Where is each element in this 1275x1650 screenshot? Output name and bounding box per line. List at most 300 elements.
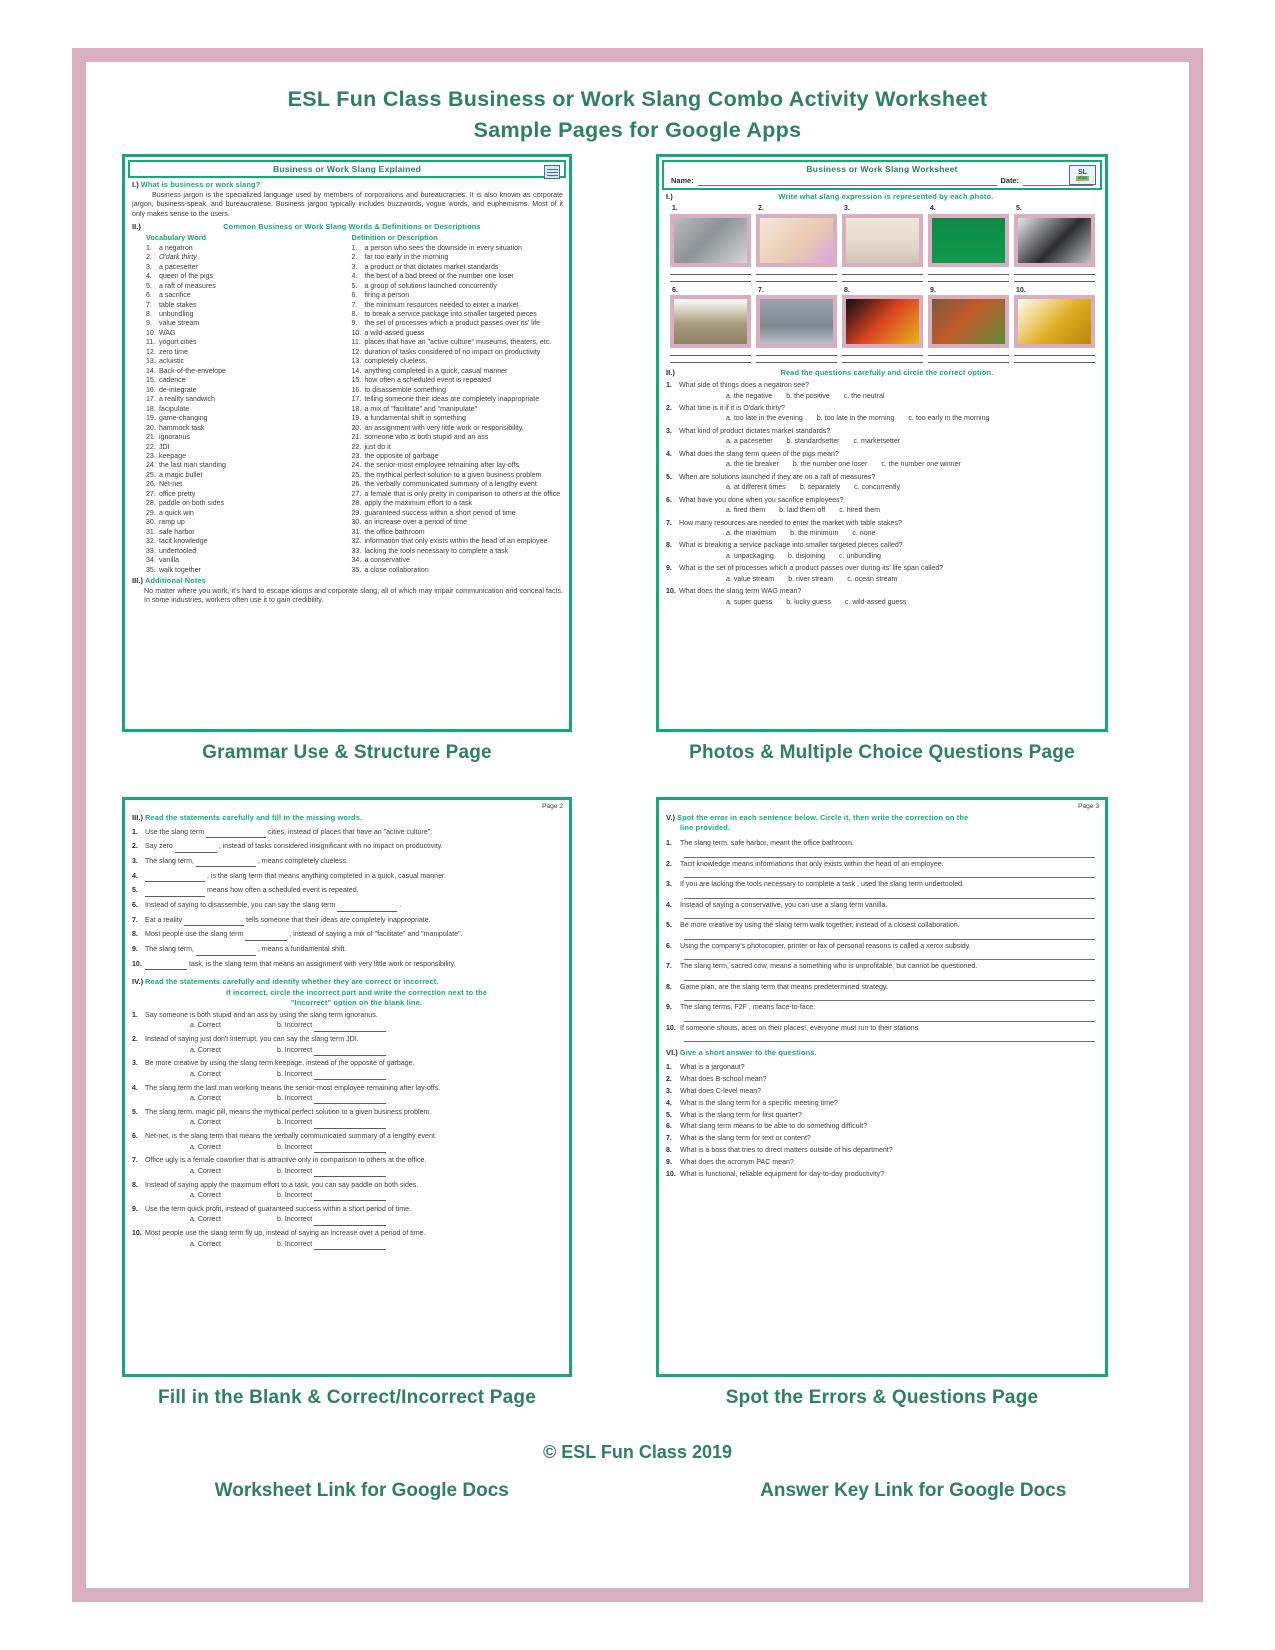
definition-text: places that have an "active culture" museums, theaters, etc. (362, 339, 552, 347)
definition-item (352, 329, 564, 338)
short-answer-item (666, 1146, 1099, 1155)
blank-input[interactable] (196, 945, 256, 956)
photo-answer-blank[interactable] (928, 268, 1009, 282)
option-correct[interactable]: a. Correct (190, 1192, 221, 1200)
definition-item (352, 547, 564, 556)
photo-answer-lines-row-1[interactable] (666, 267, 1099, 284)
statement-suffix: cities, instead of places that have an "active culture". (266, 828, 433, 836)
question-number: 8. (132, 931, 138, 939)
definition-text: an increase over a period of time (362, 519, 468, 527)
question-number: 9. (132, 1205, 138, 1213)
statement-text: The slang term, magic pill, means the mythical perfect solution to a given business problem. (145, 1108, 432, 1116)
option-incorrect[interactable]: b. Incorrect (276, 1022, 315, 1030)
answer-option[interactable]: b. the minimum (790, 529, 839, 537)
blank-input[interactable] (145, 886, 205, 897)
sheet-spot-errors-questions[interactable] (656, 797, 1108, 1377)
answer-option[interactable]: c. too early in the morning (908, 415, 990, 423)
correction-line[interactable] (684, 1013, 1095, 1022)
option-correct[interactable]: a. Correct (190, 1167, 221, 1175)
correct-incorrect-options (132, 1167, 563, 1177)
statement-row (132, 1011, 563, 1021)
definition-item (352, 367, 564, 376)
error-sentence-text: Instead of saying a conservative, you can use a slang term vanilla. (680, 901, 888, 909)
question-row (666, 381, 1099, 390)
vocabulary-word-number: 4. (146, 273, 152, 281)
answer-option[interactable]: b. river stream (788, 575, 834, 583)
answer-option[interactable]: c. the number one winner (881, 461, 961, 469)
vocabulary-word-number: 14. (146, 367, 156, 375)
option-correct[interactable]: a. Correct (190, 1095, 221, 1103)
definition-text: an assignment with very little work or responsibility. (362, 424, 524, 432)
correction-input[interactable] (314, 1167, 386, 1177)
statement-text: Use the term quick profit, instead of guaranteed success within a short period of time. (145, 1205, 411, 1213)
answer-option[interactable]: b. too late in the morning (816, 415, 895, 423)
vocabulary-word-item (146, 405, 348, 414)
footer-links (86, 1480, 1189, 1502)
option-incorrect[interactable]: b. Incorrect (276, 1167, 315, 1175)
statement-row (132, 1132, 563, 1142)
definition-number: 9. (351, 320, 358, 328)
definition-number: 25. (351, 471, 362, 479)
vocabulary-word-number: 35. (146, 566, 156, 574)
option-incorrect[interactable]: b. Incorrect (276, 1143, 315, 1151)
correction-input[interactable] (314, 1118, 386, 1128)
vocabulary-word-text: walk together (157, 566, 201, 574)
multiple-choice-item (666, 404, 1099, 424)
photo-answer-blank[interactable] (842, 268, 923, 282)
multiple-choice-item (666, 564, 1099, 584)
answer-line[interactable] (756, 356, 837, 363)
correction-line[interactable] (684, 972, 1095, 981)
correction-input[interactable] (314, 1094, 386, 1104)
option-correct[interactable]: a. Correct (190, 1143, 221, 1151)
answer-line[interactable] (756, 275, 837, 282)
answer-key-link[interactable]: Answer Key Link for Google Docs (760, 1480, 1067, 1501)
vocabulary-word-text: zero time (157, 348, 188, 356)
answer-line[interactable] (1014, 268, 1095, 275)
answer-line[interactable] (1014, 356, 1095, 363)
question-number: 3. (132, 1060, 138, 1068)
statement-suffix: task, is the slang term that means an assignment with very little work or responsibility. (187, 960, 456, 968)
correction-line[interactable] (684, 890, 1095, 899)
fill-in-blank-item (132, 857, 563, 868)
definition-text: the senior-most employee remaining after lay-offs (362, 462, 520, 470)
answer-option[interactable]: b. disjoining (787, 552, 826, 560)
vocabulary-word-text: de-integrate (157, 386, 197, 394)
option-incorrect[interactable]: b. Incorrect (276, 1192, 315, 1200)
vocabulary-word-text: table stakes (157, 301, 197, 309)
correction-input[interactable] (314, 1070, 386, 1080)
correction-line[interactable] (684, 992, 1095, 1001)
photo-answer-lines-row-2[interactable] (666, 348, 1099, 365)
definition-text: the opposite of garbage (362, 453, 439, 461)
vocabulary-word-item (146, 547, 348, 556)
vocabulary-word-text: value stream (157, 320, 200, 328)
statement-text (145, 857, 348, 868)
definition-text: completely clueless. (362, 358, 428, 366)
correction-line[interactable] (684, 849, 1095, 858)
answer-option[interactable]: b. the positive (786, 392, 830, 400)
question-number: 3. (666, 881, 672, 889)
option-correct[interactable]: a. Correct (190, 1240, 221, 1248)
sheet3-section4-heading-l3: "Incorrect" option on the blank line. (290, 997, 423, 1007)
vocabulary-word-text: JDI (157, 443, 170, 451)
multiple-choice-item (666, 381, 1099, 401)
answer-option[interactable]: a. a pacesetter (726, 438, 773, 446)
sheet2-title: Business or Work Slang Worksheet (806, 164, 958, 174)
answer-option[interactable]: a. fired them (726, 507, 766, 515)
photo-answer-blank[interactable] (928, 349, 1009, 363)
answer-option[interactable]: b. laid them off (779, 507, 826, 515)
statement-row (132, 1181, 563, 1191)
definition-number: 18. (351, 405, 362, 413)
photo-number: 4. (930, 205, 936, 213)
correct-incorrect-list (132, 1011, 563, 1250)
answer-option[interactable]: a. unpackaging (726, 552, 774, 560)
ear-and-easter-egg-photo (756, 214, 837, 267)
vocabulary-word-number: 32. (146, 538, 156, 546)
logo-initials: SL (1078, 169, 1087, 177)
photo-answer-blank[interactable] (670, 268, 751, 282)
error-sentence-row (666, 983, 1099, 993)
answer-line[interactable] (670, 349, 751, 356)
question-text: What kind of product dictates market standards? (679, 428, 831, 436)
question-text: What is the set of processes which a product passes over during its' life span called? (679, 565, 944, 573)
answer-line[interactable] (928, 275, 1009, 282)
definition-number: 24. (351, 462, 362, 470)
statement-text: Net-net, is the slang term that means the verbally communicated summary of a lengthy event. (145, 1133, 437, 1141)
definition-text: guaranteed success within a short period of time (362, 509, 516, 517)
multiple-choice-item (666, 541, 1099, 561)
statement-row (132, 1059, 563, 1069)
photo-answer-blank[interactable] (670, 349, 751, 363)
definition-number: 2. (351, 254, 358, 262)
correct-incorrect-item (132, 1156, 563, 1177)
answer-option[interactable]: c. ocean stream (847, 575, 898, 583)
vocabulary-word-list (146, 244, 348, 575)
photo-grid-row-1 (666, 202, 1099, 266)
photo-cell (1014, 286, 1095, 348)
question-number: 3. (666, 428, 672, 436)
statement-text (145, 945, 346, 956)
answer-option[interactable]: c. the neutral (843, 392, 885, 400)
correction-line[interactable] (684, 910, 1095, 919)
answer-line[interactable] (928, 349, 1009, 356)
answer-option[interactable]: a. at different times (726, 484, 786, 492)
multiple-choice-item (666, 450, 1099, 470)
definition-text: the best of a bad breed or the number one loser (362, 273, 514, 281)
short-answer-item (666, 1122, 1099, 1131)
option-correct[interactable]: a. Correct (190, 1119, 221, 1127)
definition-item (352, 471, 564, 480)
photo-cell (756, 204, 837, 266)
answer-option[interactable]: c. unbundling (839, 552, 881, 560)
vocabulary-word-number: 27. (146, 490, 156, 498)
answer-option[interactable]: a. super guess (726, 598, 773, 606)
blank-input[interactable] (145, 872, 205, 883)
multiple-choice-item (666, 519, 1099, 539)
sheet1-section1-label: I.) (132, 180, 139, 190)
answer-line[interactable] (670, 275, 751, 282)
statement-suffix: , means completely clueless. (255, 857, 348, 865)
vocabulary-column-header: Vocabulary Word (146, 232, 207, 242)
question-number: 4. (666, 450, 672, 458)
question-row (666, 427, 1099, 436)
sheet-photos-multiple-choice[interactable] (656, 154, 1108, 732)
sheet3-section3-label: III.) (132, 813, 143, 822)
definition-number: 12. (351, 348, 362, 356)
statement-suffix: , instead of tasks considered insignificant with no impact on productivity. (216, 843, 443, 851)
vocabulary-word-item (146, 282, 348, 291)
definition-number: 4. (351, 273, 358, 281)
definition-item (352, 461, 564, 470)
option-correct[interactable]: a. Correct (190, 1046, 221, 1054)
fill-in-blank-item (132, 872, 563, 883)
question-number: 7. (666, 1135, 672, 1143)
correction-line[interactable] (684, 1033, 1095, 1042)
option-correct[interactable]: a. Correct (190, 1216, 221, 1224)
correction-input[interactable] (314, 1143, 386, 1153)
answer-line[interactable] (756, 268, 837, 275)
correction-input[interactable] (314, 1021, 386, 1031)
answer-option[interactable]: c. hired them (839, 507, 881, 515)
esl-fun-class-logo-icon (1069, 165, 1096, 185)
answer-option[interactable]: a. the maximum (726, 529, 777, 537)
worksheet-link[interactable]: Worksheet Link for Google Docs (214, 1480, 509, 1501)
question-number: 10. (666, 1024, 676, 1032)
vocabulary-word-number: 15. (146, 377, 156, 385)
ice-climbing-axe-photo (670, 214, 751, 267)
answer-line[interactable] (842, 268, 923, 275)
vocabulary-word-text: facipulate (157, 405, 190, 413)
sheet1-section3-heading: Additional Notes (144, 576, 207, 586)
answer-line[interactable] (842, 356, 923, 363)
answer-line[interactable] (842, 275, 923, 282)
caption-photos-page: Photos & Multiple Choice Questions Page (689, 742, 1075, 763)
vocabulary-word-number: 1. (146, 244, 152, 252)
caption-spot-errors-page: Spot the Errors & Questions Page (725, 1387, 1039, 1408)
answer-options (666, 460, 1099, 469)
vocabulary-word-item (146, 329, 348, 338)
vocabulary-word-text: safe harbor (157, 528, 195, 536)
question-number: 3. (132, 857, 138, 865)
vocabulary-word-number: 5. (146, 282, 152, 290)
correction-input[interactable] (314, 1240, 386, 1250)
question-number: 2. (666, 405, 672, 413)
definition-item (352, 566, 564, 575)
photo-answer-blank[interactable] (1014, 268, 1095, 282)
definition-number: 30. (351, 519, 362, 527)
question-number: 6. (132, 1133, 138, 1141)
vocabulary-word-number: 17. (146, 396, 156, 404)
definition-number: 31. (351, 528, 362, 536)
answer-option[interactable]: c. marketsetter (853, 438, 901, 446)
definition-text: information that only exists within the head of an employee (362, 538, 548, 546)
sandwich-photo (928, 295, 1009, 348)
answer-option[interactable]: a. value stream (726, 575, 775, 583)
spot-error-item (666, 1003, 1099, 1022)
vocabulary-word-item (146, 357, 348, 366)
definition-number: 3. (351, 263, 358, 271)
blank-input[interactable] (145, 960, 187, 971)
question-number: 8. (666, 1147, 672, 1155)
short-answer-text: What does the acronym PAC mean? (680, 1159, 794, 1167)
answer-option[interactable]: c. concurrently (854, 484, 900, 492)
fill-in-blank-item (132, 960, 563, 971)
blank-input[interactable] (245, 930, 287, 941)
fill-in-blank-item (132, 901, 563, 912)
answer-line[interactable] (1014, 349, 1095, 356)
photo-number: 6. (672, 286, 678, 294)
answer-option[interactable]: b. standardsetter (786, 438, 840, 446)
answer-option[interactable]: a. the tie breaker (726, 461, 779, 469)
red-painting-on-wall-photo (842, 214, 923, 267)
vocabulary-word-text: a raft of measures (157, 282, 216, 290)
photo-answer-blank[interactable] (842, 349, 923, 363)
vocabulary-word-number: 24. (146, 462, 156, 470)
correction-input[interactable] (314, 1215, 386, 1225)
photo-answer-blank[interactable] (756, 268, 837, 282)
option-correct[interactable]: a. Correct (190, 1022, 221, 1030)
question-number: 4. (666, 1099, 672, 1107)
vocabulary-word-item (146, 414, 348, 423)
definition-item (352, 556, 564, 565)
question-number: 8. (132, 1181, 138, 1189)
error-sentence-row (666, 839, 1099, 849)
name-input-line[interactable] (698, 178, 997, 186)
fill-in-blank-list (132, 828, 563, 971)
question-number: 7. (132, 916, 138, 924)
option-incorrect[interactable]: b. Incorrect (276, 1070, 315, 1078)
definition-item (352, 301, 564, 310)
vocabulary-word-item (146, 518, 348, 527)
definition-text: a product or that dictates market standards (362, 263, 499, 271)
definition-item (352, 253, 564, 262)
photo-answer-blank[interactable] (756, 349, 837, 363)
spot-error-item (666, 942, 1099, 961)
question-row (666, 587, 1099, 596)
question-text: How many resources are needed to enter the market with table stakes? (679, 519, 902, 527)
correction-input[interactable] (314, 1191, 386, 1201)
option-correct[interactable]: a. Correct (190, 1070, 221, 1078)
vocabulary-word-item (146, 244, 348, 253)
answer-line[interactable] (756, 349, 837, 356)
answer-option[interactable]: b. separately (799, 484, 841, 492)
option-incorrect[interactable]: b. Incorrect (276, 1216, 315, 1224)
answer-option[interactable]: a. too late in the evening (726, 415, 803, 423)
definition-item (352, 480, 564, 489)
definition-item (352, 499, 564, 508)
vocabulary-word-number: 6. (146, 292, 152, 300)
correction-line[interactable] (684, 869, 1095, 878)
question-number: 3. (666, 1087, 672, 1095)
correct-incorrect-options (132, 1215, 563, 1225)
sheet-grammar-use-structure[interactable] (122, 154, 572, 732)
answer-options (666, 575, 1099, 584)
definition-column (348, 233, 564, 575)
vocabulary-word-number: 21. (146, 434, 156, 442)
blank-input[interactable] (184, 916, 244, 927)
question-number: 8. (666, 542, 672, 550)
multiple-choice-item (666, 427, 1099, 447)
vocabulary-word-text: a pacesetter (157, 263, 198, 271)
definition-item (352, 405, 564, 414)
name-date-row[interactable] (668, 176, 1096, 186)
blank-input[interactable] (206, 828, 266, 839)
definition-column-header: Definition or Description (351, 232, 438, 242)
vocabulary-word-item (146, 253, 348, 262)
answer-option[interactable]: c. wild-assed guess (844, 598, 907, 606)
photo-answer-blank[interactable] (1014, 349, 1095, 363)
vocabulary-word-item (146, 376, 348, 385)
answer-option[interactable]: a. the negative (726, 392, 773, 400)
answer-line[interactable] (842, 349, 923, 356)
correct-incorrect-item (132, 1108, 563, 1129)
blank-input[interactable] (337, 901, 397, 912)
sheet2-section1-label: I.) (666, 192, 673, 202)
answer-line[interactable] (928, 268, 1009, 275)
sheet-fill-blank-correct-incorrect[interactable] (122, 797, 572, 1377)
blank-input[interactable] (175, 842, 217, 853)
question-number: 5. (666, 1111, 672, 1119)
statement-text: Say someone is both stupid and an ass by using the slang term ignoranus. (145, 1011, 378, 1019)
option-incorrect[interactable]: b. Incorrect (276, 1046, 315, 1054)
answer-line[interactable] (1014, 275, 1095, 282)
vocabulary-word-item (146, 452, 348, 461)
option-incorrect[interactable]: b. Incorrect (276, 1095, 315, 1103)
vocabulary-word-text: keepage (157, 453, 186, 461)
vocabulary-word-item (146, 367, 348, 376)
correction-line[interactable] (684, 931, 1095, 940)
question-number: 7. (132, 1157, 138, 1165)
sheet1-section1-paragraph: Business jargon is the specialized language used by members of corporations and bureaucracies. It is also known as corporate jargon, business-speak, and bureaucratese. Business jargon typically includes buzzwords, vogue words, and euphemisms. Most of it only makes sense to the users. (132, 190, 563, 219)
vocabulary-word-item (146, 499, 348, 508)
vocabulary-word-number: 7. (146, 301, 152, 309)
spot-error-item (666, 901, 1099, 920)
definition-text: the set of processes which a product passes over its' life (362, 320, 541, 328)
vocabulary-word-item (146, 386, 348, 395)
question-number: 10. (132, 960, 142, 968)
short-answer-text: What is functional, reliable equipment for day-to-day productivity? (680, 1171, 885, 1179)
definition-number: 11. (351, 339, 361, 347)
answer-line[interactable] (670, 356, 751, 363)
definition-text: apply the maximum effort to a task (362, 500, 473, 508)
vocabulary-word-item (146, 310, 348, 319)
vocabulary-word-item (146, 348, 348, 357)
answer-option[interactable]: b. lucky guess (786, 598, 831, 606)
option-incorrect[interactable]: b. Incorrect (276, 1119, 315, 1127)
vocabulary-word-text: Back-of-the-envelope (157, 367, 226, 375)
vocabulary-word-number: 29. (146, 509, 156, 517)
photo-cell (756, 286, 837, 348)
blank-input[interactable] (196, 857, 256, 868)
sheet1-header-band (128, 160, 566, 178)
correct-incorrect-options (132, 1240, 563, 1250)
correct-incorrect-item (132, 1059, 563, 1080)
correction-line[interactable] (684, 951, 1095, 960)
answer-option[interactable]: c. none (852, 529, 876, 537)
answer-line[interactable] (928, 356, 1009, 363)
correction-input[interactable] (314, 1046, 386, 1056)
correct-incorrect-options (132, 1021, 563, 1031)
answer-line[interactable] (670, 268, 751, 275)
definition-item (352, 386, 564, 395)
option-incorrect[interactable]: b. Incorrect (276, 1240, 315, 1248)
statement-prefix: Instead of saying to disassemble, you can say the slang term (145, 902, 338, 910)
man-in-suit-photo (1014, 214, 1095, 267)
answer-option[interactable]: b. the number one loser (792, 461, 868, 469)
vocabulary-word-number: 31. (146, 528, 156, 536)
